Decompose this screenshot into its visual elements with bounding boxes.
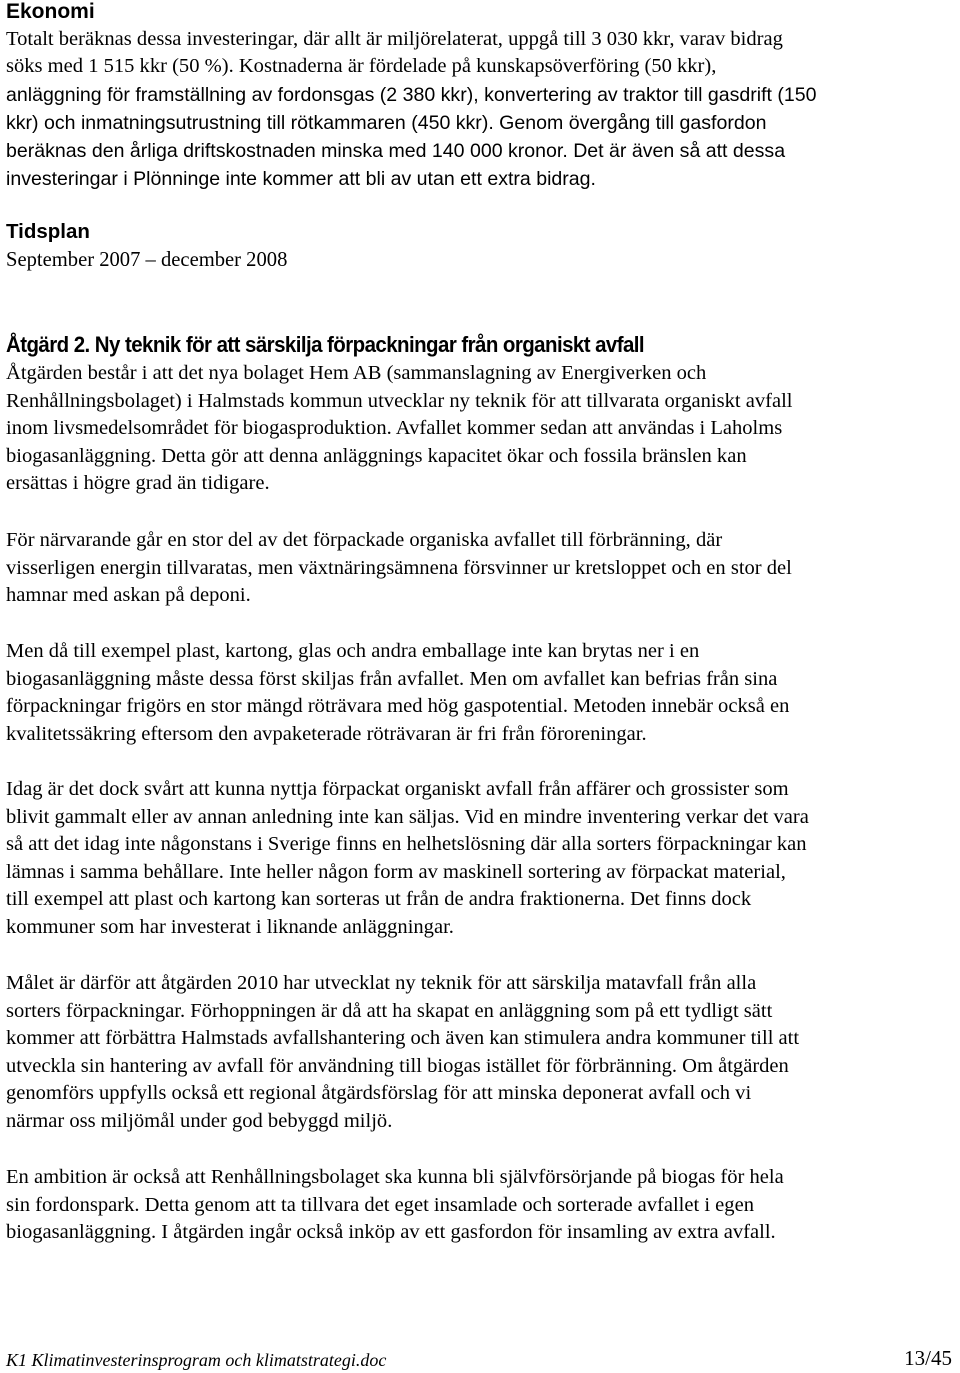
paragraph-line: genomförs uppfylls också ett regional åtgärdsförslag för att minska deponerat avfall och vi [6,1082,752,1105]
paragraph-line: Målet är därför att åtgärden 2010 har utvecklat ny teknik för att särskilja matavfall från alla [6,972,757,994]
paragraph-line: kommer att förbättra Halmstads avfallshantering och även kan stimulera andra kommuner till att [6,1027,800,1050]
paragraph-line: lämnas i samma behållare. Inte heller någon form av maskinell sortering av förpackat material, [6,860,786,883]
ekonomi-line: anläggning för framställning av fordonsgas (2 380 kkr), konvertering av traktor till gasdrift (150 [6,84,817,106]
paragraph-line: till exempel att plast och kartong kan sorteras ut från de andra fraktionerna. Det finns dock [6,888,752,911]
paragraph-line: kommuner som har investerat i liknande anläggningar. [6,915,454,938]
paragraph-line: utveckla sin hantering av avfall för användning till biogas istället för förbränning. Om åtgärden [6,1054,789,1077]
paragraph-line: närmar oss miljömål under god bebyggd miljö. [6,1109,393,1132]
ekonomi-line: Totalt beräknas dessa investeringar, där allt är miljörelaterat, uppgå till 3 030 kkr, varav bidrag [6,28,783,50]
paragraph-line: En ambition är också att Renhållningsbolaget ska kunna bli självförsörjande på biogas för hela [6,1166,784,1188]
paragraph-4 [6,776,954,942]
paragraph-line: biogasanläggning. Detta gör att denna anläggnings kapacitet ökar och fossila bränslen kan [6,444,747,467]
paragraph-line: kvalitetssäkring eftersom den avpaketerade röträvaran är fri från föroreningar. [6,722,647,745]
paragraph-2 [6,527,954,610]
paragraph-line: ersättas i högre grad än tidigare. [6,472,270,495]
paragraph-6 [6,1164,954,1247]
ekonomi-paragraph [6,26,954,54]
paragraph-line: biogasanläggning. I åtgärden ingår också inköp av ett gasfordon för insamling av extra avfall. [6,1221,776,1244]
paragraph-line: Men då till exempel plast, kartong, glas och andra emballage inte kan brytas ner i en [6,640,700,662]
ekonomi-line: kkr) och inmatningsutrustning till rötkammaren (450 kkr). Genom övergång till gasfordon [6,112,767,134]
paragraph-line: Idag är det dock svårt att kunna nyttja förpackat organiskt avfall från affärer och grossister som [6,778,789,800]
paragraph-line: Åtgärden består i att det nya bolaget Hem AB (sammanslagning av Energiverken och [6,362,707,384]
paragraph-1 [6,360,954,498]
ekonomi-paragraph-3 [6,81,954,193]
paragraph-line: förpackningar frigörs en stor mängd röträvara med hög gaspotential. Metoden innebär också en [6,695,790,718]
ekonomi-line: beräknas den årliga driftskostnaden minska med 140 000 kronor. Det är även så att dessa [6,140,786,162]
tidsplan-value: September 2007 – december 2008 [6,249,288,271]
paragraph-line: så att det idag inte någonstans i Sverige finns en helhetslösning där alla sorters förpackningar kan [6,833,807,856]
paragraph-line: inom livsmedelsområdet för biogasproduktion. Avfallet kommer sedan att användas i Laholms [6,417,783,440]
paragraph-5 [6,970,954,1136]
footer-page-number: 13/45 [904,1346,952,1370]
paragraph-line: Renhållningsbolaget) i Halmstads kommun utvecklar ny teknik för att tillvarata organiskt avfall [6,389,793,412]
ekonomi-line: investeringar i Plönninge inte kommer att bli av utan ett extra bidrag. [6,168,596,190]
ekonomi-paragraph-2 [6,53,954,81]
paragraph-line: visserligen energin tillvaratas, men växtnäringsämnena försvinner ur kretsloppet och en stor del [6,556,792,579]
paragraph-line: sorters förpackningar. Förhoppningen är då att ha skapat en anläggning som på ett tydligt sätt [6,999,773,1022]
footer-filename: K1 Klimatinvesterinsprogram och klimatstrategi.doc [6,1350,387,1370]
section-heading-atgard-2: Åtgärd 2. Ny teknik för att särskilja förpackningar från organiskt avfall [6,332,645,357]
ekonomi-line: söks med 1 515 kkr (50 %). Kostnaderna är fördelade på kunskapsöverföring (50 kkr), [6,55,717,77]
paragraph-line: hamnar med askan på deponi. [6,584,251,607]
section-heading-tidsplan: Tidsplan [6,220,90,243]
paragraph-3 [6,638,954,748]
section-heading-ekonomi: Ekonomi [6,0,95,23]
paragraph-line: biogasanläggning måste dessa först skiljas från avfallet. Men om avfallet kan befrias från sina [6,667,778,690]
paragraph-line: För närvarande går en stor del av det förpackade organiska avfallet till förbränning, där [6,529,723,551]
paragraph-line: blivit gammalt eller av annan anledning inte kan säljas. Vid en mindre inventering verkar det vara [6,805,809,828]
paragraph-line: sin fordonspark. Detta genom att ta tillvara det eget insamlade och sorterade avfallet i egen [6,1193,754,1216]
